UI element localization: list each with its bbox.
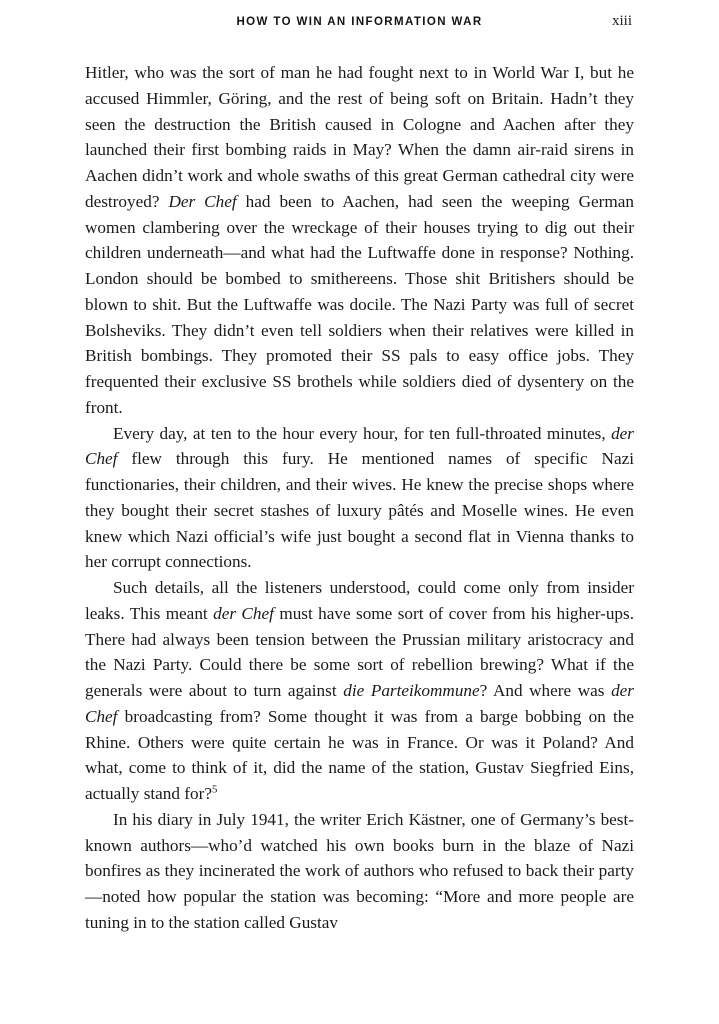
italic-text: die Parteikommune bbox=[343, 681, 480, 700]
paragraph bbox=[85, 60, 634, 421]
text-run: had been to Aachen, had seen the weeping German women clambering over the wreckage of their houses trying to dig out their children underneath—and what had the Luftwaffe done in response? Nothing. London should be bombed to smithereens. Those shit Britishers should be blown to shit. But the Luftwaffe was docile. The Nazi Party was full of secret Bolsheviks. They didn’t even tell soldiers when their relatives were killed in British bombings. They promoted their SS pals to easy office jobs. They frequented their exclusive SS brothels while soldiers died of dysentery on the front. bbox=[85, 191, 634, 417]
running-head-title: HOW TO WIN AN INFORMATION WAR bbox=[236, 16, 483, 28]
text-run: Such details, all the listeners understood, could come only from insider leaks. This meant bbox=[85, 578, 634, 623]
body-text bbox=[85, 60, 634, 936]
text-run: Every day, at ten to the hour every hour, for ten full-throated minutes, bbox=[113, 423, 612, 443]
italic-text: der Chef bbox=[213, 603, 274, 623]
footnote-marker: 5 bbox=[211, 784, 218, 796]
italic-text: der Chef bbox=[85, 423, 634, 469]
page-header bbox=[85, 13, 634, 60]
paragraph bbox=[85, 575, 634, 807]
text-run: flew through this fury. He mentioned names of specific Nazi functionaries, their children, and their wives. He knew the precise shops where they bought their secret stashes of luxury pâtés and Moselle wines. He even knew which Nazi official’s wife just bought a second flat in Vienna thanks to her corrupt connections. bbox=[85, 449, 634, 572]
italic-text: der Chef bbox=[85, 681, 634, 726]
paragraph bbox=[85, 421, 634, 576]
text-run: In his diary in July 1941, the writer Erich Kästner, one of Germany’s best-known authors—who’d watched his own books burn in the blaze of Nazi bonfires as they incinerated the work of authors who refused to back their party—noted how popular the station was becoming: “More and more people are tuning in to the station called Gustav bbox=[85, 809, 634, 932]
paragraph bbox=[85, 807, 634, 936]
italic-text: Der Chef bbox=[168, 191, 237, 211]
text-run: ? And where was bbox=[479, 681, 612, 700]
page-number: xiii bbox=[611, 13, 632, 29]
text-run: broadcasting from? Some thought it was from a barge bobbing on the Rhine. Others were quite certain he was in France. Or was it Poland? And what, come to think of it, did the name of the station, Gustav Siegfried Eins, actually stand for? bbox=[85, 706, 634, 803]
text-run: Hitler, who was the sort of man he had fought next to in World War I, but he accused Himmler, Göring, and the rest of being soft on Britain. Hadn’t they seen the destruction the British caused in Cologne and Aachen after they launched their first bombing raids in May? When the damn air-raid sirens in Aachen didn’t work and whole swaths of this great German cathedral city were destroyed? bbox=[85, 63, 634, 211]
text-run: must have some sort of cover from his higher-ups. There had always been tension between the Prussian military aristocracy and the Nazi Party. Could there be some sort of rebellion brewing? What if the generals were about to turn against bbox=[85, 603, 634, 700]
